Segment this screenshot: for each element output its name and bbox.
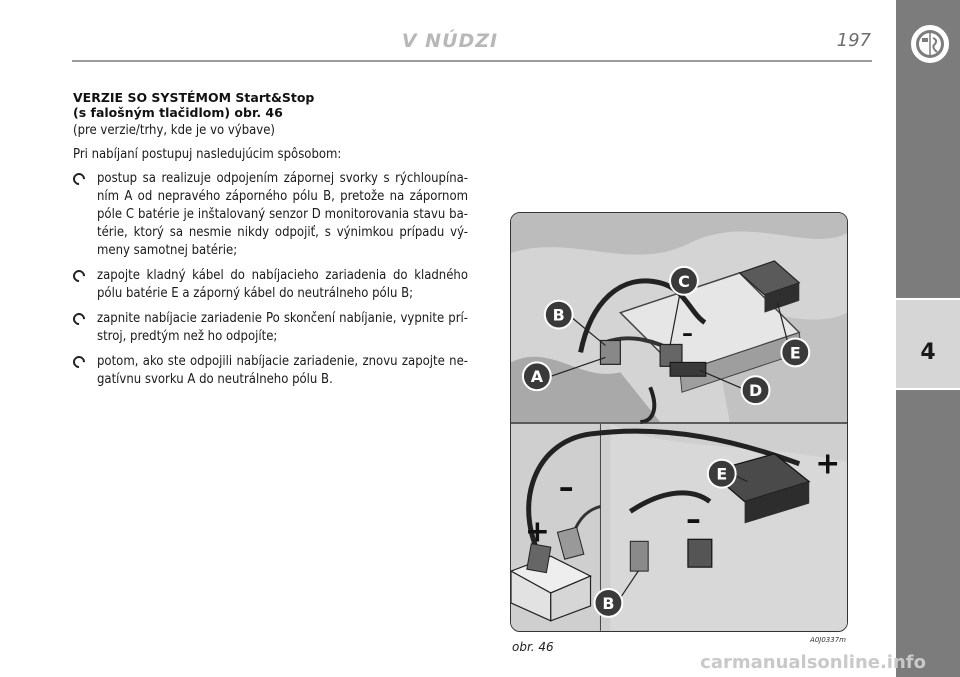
section-title: V NÚDZI <box>401 30 499 52</box>
callout-label-c <box>670 267 698 295</box>
bullet-icon <box>71 354 88 371</box>
heading-line-2: (s falošným tlačidlom) obr. 46 <box>73 105 283 120</box>
minus-sign: – <box>685 502 701 538</box>
plus-sign: + <box>524 514 550 550</box>
bullet-icon <box>71 311 88 328</box>
list-item-text: zapojte kladný kábel do nabíjacieho zariadenia do kladného pólu batérie E a záporný kábel do neutrálneho pólu B; <box>97 268 468 301</box>
list-item-text: zapnite nabíjacie zariadenie Po skončení nabíjanie, vypnite prí-stroj, predtým než ho odpojíte; <box>97 311 468 344</box>
list-item <box>73 267 468 303</box>
callout-label-b-bottom <box>595 589 623 617</box>
callout-label-e <box>781 338 809 366</box>
minus-sign: – <box>681 321 693 347</box>
callout-text: E <box>716 464 728 484</box>
battery-illustration <box>510 212 848 632</box>
callout-text: C <box>678 271 690 291</box>
sidebar-divider <box>896 388 960 390</box>
list-item-text: potom, ako ste odpojili nabíjacie zariadenie, znovu zapojte ne-gatívnu svorku A do neutrálneho pólu B. <box>97 354 468 387</box>
callout-text: D <box>748 381 763 401</box>
callout-text: B <box>602 593 615 613</box>
list-item <box>73 170 468 260</box>
chapter-number: 4 <box>920 340 936 365</box>
steps-list <box>73 170 468 389</box>
minus-sign: – <box>558 470 574 506</box>
list-item <box>73 353 468 389</box>
callout-label-d <box>742 376 770 404</box>
heading-line-1: VERZIE SO SYSTÉMOM Start&Stop <box>73 90 315 105</box>
callout-label-e-bottom <box>708 460 736 488</box>
instructions-column <box>73 90 468 396</box>
callout-text: B <box>552 305 565 325</box>
chapter-sidebar <box>896 0 960 677</box>
callout-text: A <box>530 367 544 387</box>
intro-paragraph: Pri nabíjaní postupuj nasledujúcim spôsobom: <box>73 147 342 162</box>
page-number: 197 <box>836 30 871 51</box>
battery-illustration-svg <box>511 213 847 631</box>
callout-label-a <box>523 362 551 390</box>
callout-label-b <box>545 301 573 329</box>
list-item <box>73 310 468 346</box>
heading-subtext: (pre verzie/trhy, kde je vo výbave) <box>73 123 275 138</box>
brand-logo-icon <box>910 24 950 64</box>
plus-sign: + <box>815 446 841 482</box>
header-rule <box>72 60 872 62</box>
bullet-icon <box>71 268 88 285</box>
figure-caption: obr. 46 <box>512 640 554 654</box>
section-heading <box>73 90 468 120</box>
watermark: carmanualsonline.info <box>700 652 926 673</box>
callout-text: E <box>789 343 801 363</box>
figure-code: A0J0337m <box>810 636 846 644</box>
list-item-text: postup sa realizuje odpojením zápornej svorky s rýchloupína-ním A od nepravého záporného pólu B, pretože na zápornom póle C batérie je inštalovaný senzor D monitorovania stavu ba-térie, ktorý sa nesmie nikdy odpojiť, s výnimkou prípadu vý-meny samotnej batérie; <box>97 171 468 258</box>
bullet-icon <box>71 171 88 188</box>
